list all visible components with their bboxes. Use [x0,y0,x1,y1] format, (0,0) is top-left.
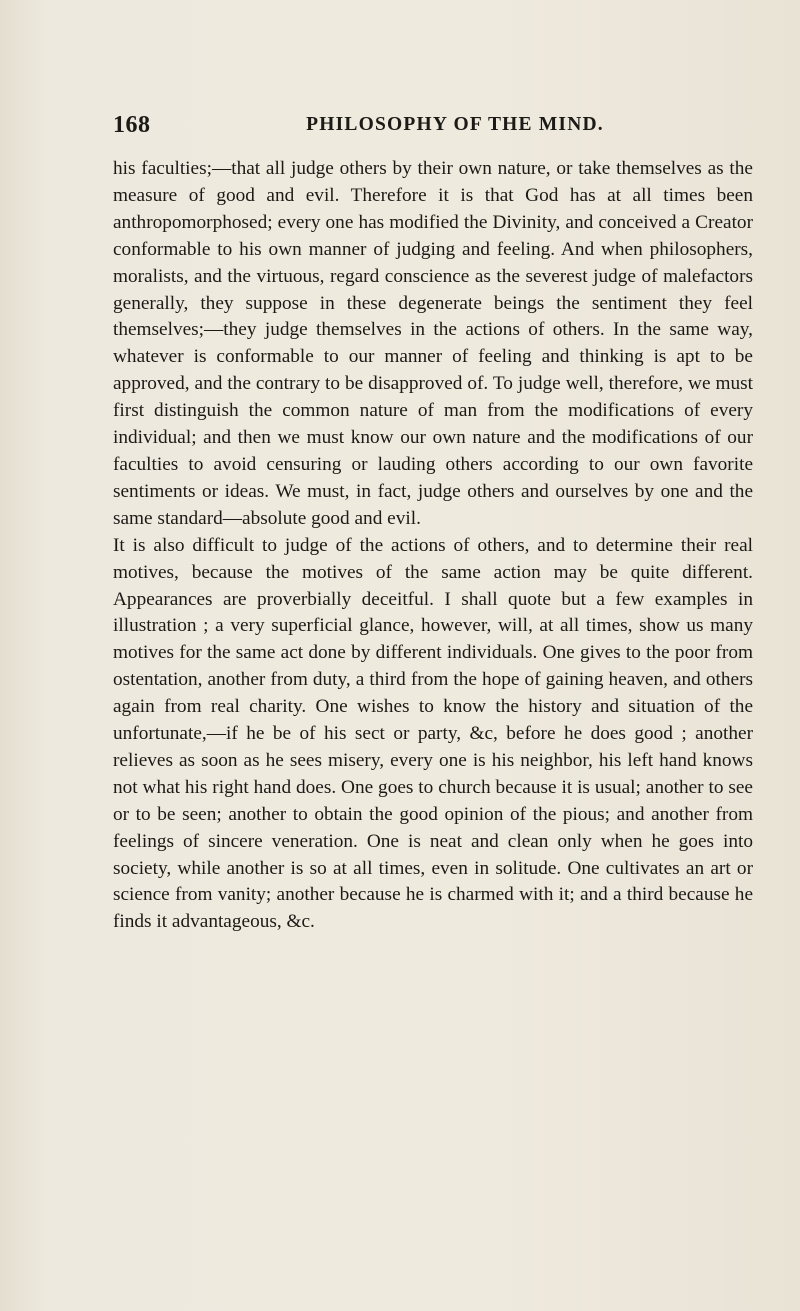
page-number: 168 [113,112,151,138]
paragraph-1: his faculties;—that all judge others by their own nature, or take themselves as the measure of good and evil. Therefore it is that God has at all times been anthropomorphosed; every one has modified the Divinity, and conceived a Creator conformable to his own manner of judging and feeling. And when philosophers, moralists, and the virtuous, regard conscience as the severest judge of malefactors generally, they suppose in these degenerate beings the sentiment they feel themselves;—they judge themselves in the actions of others. In the same way, whatever is conformable to our manner of feeling and thinking is apt to be approved, and the contrary to be disapproved of. To judge well, therefore, we must first distinguish the common nature of man from the modifications of every individual; and then we must know our own nature and the modifications of our faculties to avoid censuring or lauding others according to our own favorite sentiments or ideas. We must, in fact, judge others and ourselves by one and the same standard—absolute good and evil. [113,158,753,529]
page-header [113,112,753,146]
running-head: PHILOSOPHY OF THE MIND. [306,114,604,135]
paragraph-2: It is also difficult to judge of the actions of others, and to determine their real motives, because the motives of the same action may be quite different. Appearances are proverbially deceitful. I shall quote but a few examples in illustration ; a very superficial glance, however, will, at all times, show us many motives for the same act done by different individuals. One gives to the poor from ostentation, another from duty, a third from the hope of gaining heaven, and others again from real charity. One wishes to know the history and situation of the unfortunate,—if he be of his sect or party, &c, before he does good ; another relieves as soon as he sees misery, every one is his neighbor, his left hand knows not what his right hand does. One goes to church because it is usual; another to see or to be seen; another to obtain the good opinion of the pious; and another from feelings of sincere veneration. One is neat and clean only when he goes into society, while another is so at all times, even in solitude. One cultivates an art or science from vanity; another because he is charmed with it; and a third because he finds it advantageous, &c. [113,534,753,933]
body-text [113,156,753,936]
